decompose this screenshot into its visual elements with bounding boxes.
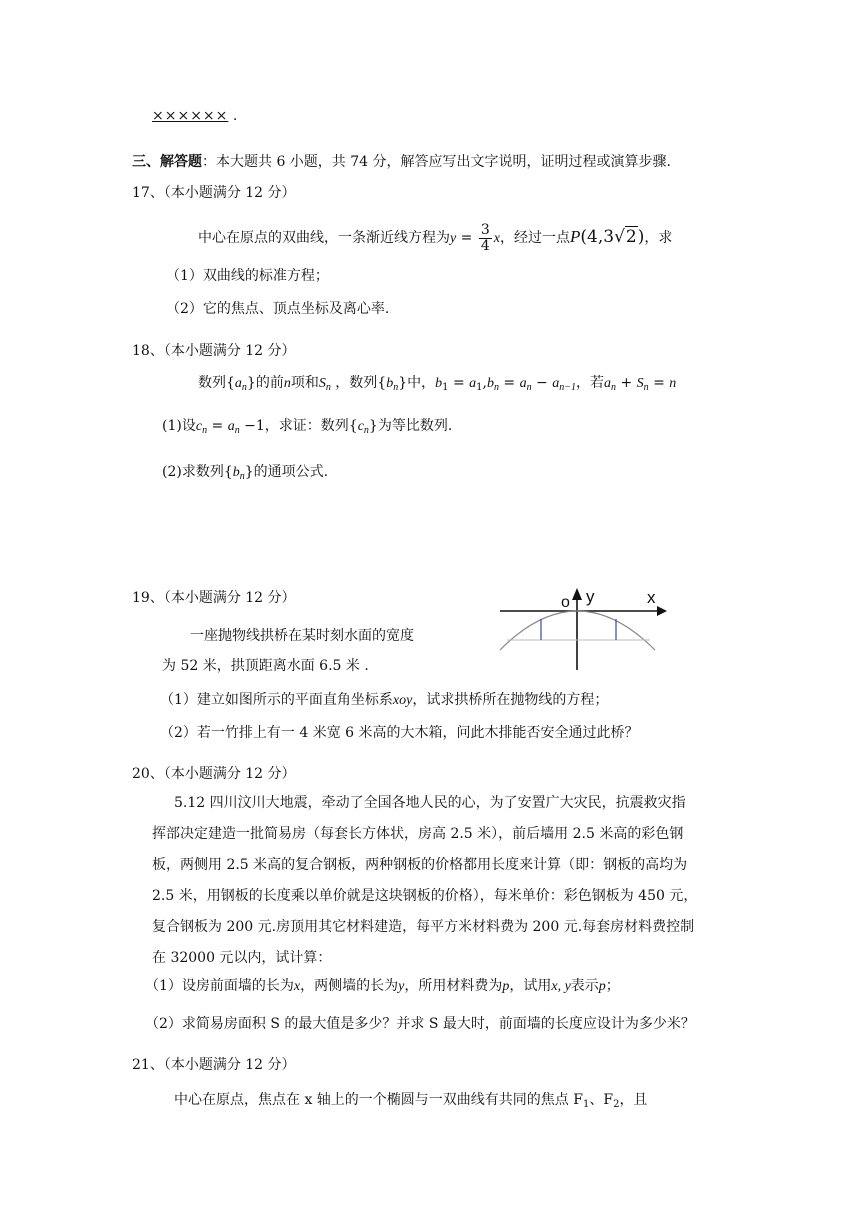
q19-stem-line1: 一座抛物线拱桥在某时刻水面的宽度 [190, 628, 414, 644]
origin-label: o [561, 594, 570, 611]
q21-header: 21、（本小题满分 12 分） [132, 1057, 296, 1073]
x-axis-label: x [647, 588, 656, 607]
q19-part2: （2）若一竹排上有一 4 米宽 6 米高的大木箱，问此木排能否安全通过此桥？ [160, 725, 639, 741]
q17-part1: （1）双曲线的标准方程； [166, 268, 329, 284]
q20-part1: （1）设房前面墙的长为x，两侧墙的长为y，所用材料费为p，试用x, y表示p； [145, 978, 620, 994]
bridge-figure [495, 582, 675, 674]
q21-stem: 中心在原点，焦点在 x 轴上的一个椭圆与一双曲线有共同的焦点 $F_1$、$F_2$，且 [174, 1092, 648, 1110]
q19-stem-line2: 为 52 米，拱顶距离水面 6.5 米 . [162, 658, 369, 674]
q19-header: 19、（本小题满分 12 分） [132, 590, 296, 606]
x-axis-arrow [657, 606, 667, 616]
answer-placeholder: ×××××× [152, 108, 229, 124]
q20-stem-line: 板，两侧用 2.5 米高的复合钢板，两种钢板的价格都用长度来计算（即：钢板的高均为 [152, 857, 688, 873]
q20-part2: （2）求简易房面积 S 的最大值是多少？并求 S 最大时，前面墙的长度应设计为多少米？ [145, 1016, 695, 1032]
y-axis-label: y [586, 587, 595, 606]
q18-part2: (2)求数列$\{b_n\}$的通项公式. [162, 464, 329, 482]
q17-part2: （2）它的焦点、顶点坐标及离心率. [166, 301, 390, 317]
y-axis-arrow [572, 588, 582, 600]
q20-stem-line: 2.5 米，用钢板的长度乘以单价就是这块钢板的价格），每米单价：彩色钢板为 450 元， [152, 888, 698, 904]
q19-part1: （1）建立如图所示的平面直角坐标系xoy，试求拱桥所在抛物线的方程； [160, 692, 609, 708]
fraction: $\frac{3}{4}$ [480, 221, 490, 254]
q20-stem-line: 5.12 四川汶川大地震，牵动了全国各地人民的心，为了安置广大灾民，抗震救灾指 [174, 795, 686, 811]
q20-header: 20、（本小题满分 12 分） [132, 766, 296, 782]
q18-stem: 数列$\{a_n\}$的前n项和$S_n$ ，数列$\{b_n\}$中，$b_1 = a_1,b_n = a_n - a_{n-1}$，若$a_n + S_n = n$ [198, 375, 677, 393]
section-title: 三、解答题 [132, 154, 202, 170]
q20-stem-line: 在 32000 元以内，试计算： [152, 950, 332, 966]
answer-line: ×××××× . [152, 108, 238, 124]
section-description: 本大题共 6 小题，共 74 分，解答应写出文字说明，证明过程或演算步骤. [216, 154, 671, 170]
q17-header: 17、（本小题满分 12 分） [132, 185, 296, 201]
q20-stem-line: 复合钢板为 200 元.房顶用其它材料建造，每平方米材料费为 200 元.每套房材料费控制 [152, 919, 695, 935]
q18-header: 18、（本小题满分 12 分） [132, 343, 296, 359]
q18-part1: (1)设$c_n = a_n -1$，求证：数列$\{c_n\}$为等比数列. [162, 418, 453, 436]
q20-stem-line: 挥部决定建造一批简易房（每套长方体状，房高 2.5 米），前后墙用 2.5 米高的彩色钢 [152, 826, 684, 842]
section-header: 三、解答题：本大题共 6 小题，共 74 分，解答应写出文字说明，证明过程或演算步骤. [132, 154, 671, 170]
q17-stem: 中心在原点的双曲线，一条渐近线方程为y = $\frac{3}{4}$ x，经过一点P(4,3√2)，求 [198, 221, 673, 254]
